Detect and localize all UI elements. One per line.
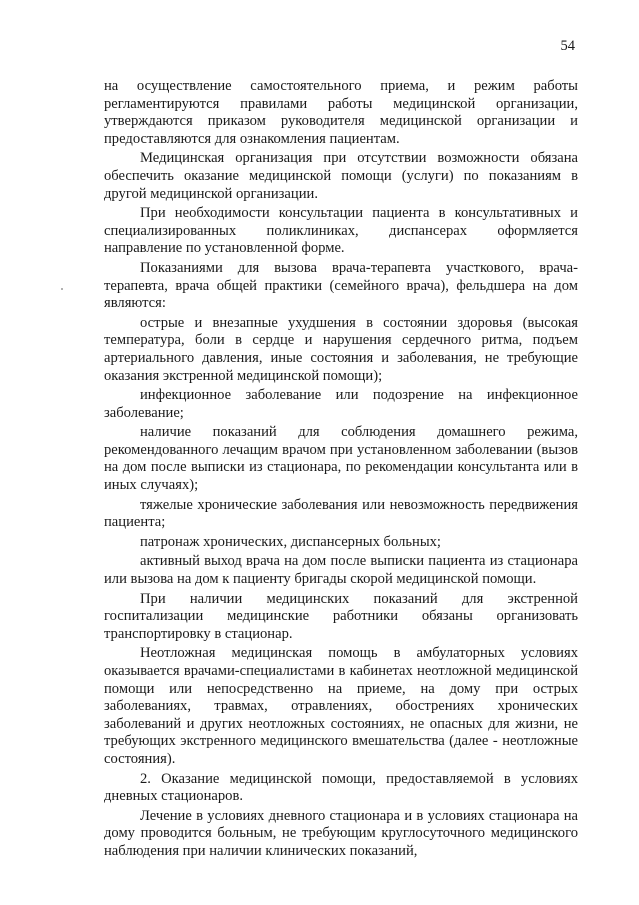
paragraph-day-hospital-treatment: Лечение в условиях дневного стационара и в условиях стационара на дому проводится больным, не требующим круглосуточного медицинского наблюдения при наличии клинических показаний, xyxy=(104,807,578,859)
list-item-infectious-disease: инфекционное заболевание или подозрение на инфекционное заболевание; xyxy=(104,387,578,421)
scan-speck xyxy=(61,288,63,290)
paragraph-emergency-hospitalization: При наличии медицинских показаний для экстренной госпитализации медицинские работники обязаны организовать транспортировку в стационар. xyxy=(104,590,578,642)
list-item-acute-deterioration: острые и внезапные ухудшения в состоянии здоровья (высокая температура, боли в сердце и нарушения сердечного ритма, подъем артериального давления, иные состояния и заболевания, не требующие оказания экстренной медицинской помощи); xyxy=(104,314,578,384)
list-item-home-regime: наличие показаний для соблюдения домашнего режима, рекомендованного лечащим врачом при установленном заболевании (вызов на дом после выписки из стационара, по рекомендации консультанта или в иных случаях); xyxy=(104,424,578,494)
paragraph-urgent-care: Неотложная медицинская помощь в амбулаторных условиях оказывается врачами-специалистами в кабинетах неотложной медицинской помощи или непосредственно на приеме, на дому при острых заболеваниях, травмах, отравлениях, обострениях хронических заболеваний и других неотложных состояниях, не опасных для жизни, не требующих экстренного медицинского вмешательства (далее - неотложные состояния). xyxy=(104,645,578,767)
paragraph-consultation-referral: При необходимости консультации пациента в консультативных и специализированных поликлиниках, диспансерах оформляется направление по установленной форме. xyxy=(104,205,578,257)
list-item-patronage: патронаж хронических, диспансерных больных; xyxy=(140,533,441,550)
document-body xyxy=(104,78,578,863)
paragraph-other-organization: Медицинская организация при отсутствии возможности обязана обеспечить оказание медицинской помощи (услуги) по показаниям в другой медицинской организации. xyxy=(104,150,578,202)
paragraph-reception-schedule: на осуществление самостоятельного приема, и режим работы регламентируются правилами работы медицинской организации, утверждаются приказом руководителя медицинской организации и предоставляются для ознакомления пациентам. xyxy=(104,78,578,147)
page-number: 54 xyxy=(560,38,575,54)
list-item-active-visit: активный выход врача на дом после выписки пациента из стационара или вызова на дом к пациенту бригады скорой медицинской помощи. xyxy=(104,553,578,588)
paragraph-home-call-indications: Показаниями для вызова врача-терапевта участкового, врача-терапевта, врача общей практики (семейного врача), фельдшера на дом являются: xyxy=(104,259,578,312)
section-heading-day-hospital: 2. Оказание медицинской помощи, предоставляемой в условиях дневных стационаров. xyxy=(104,770,578,805)
list-item-chronic-immobility: тяжелые хронические заболевания или невозможность передвижения пациента; xyxy=(104,496,578,531)
